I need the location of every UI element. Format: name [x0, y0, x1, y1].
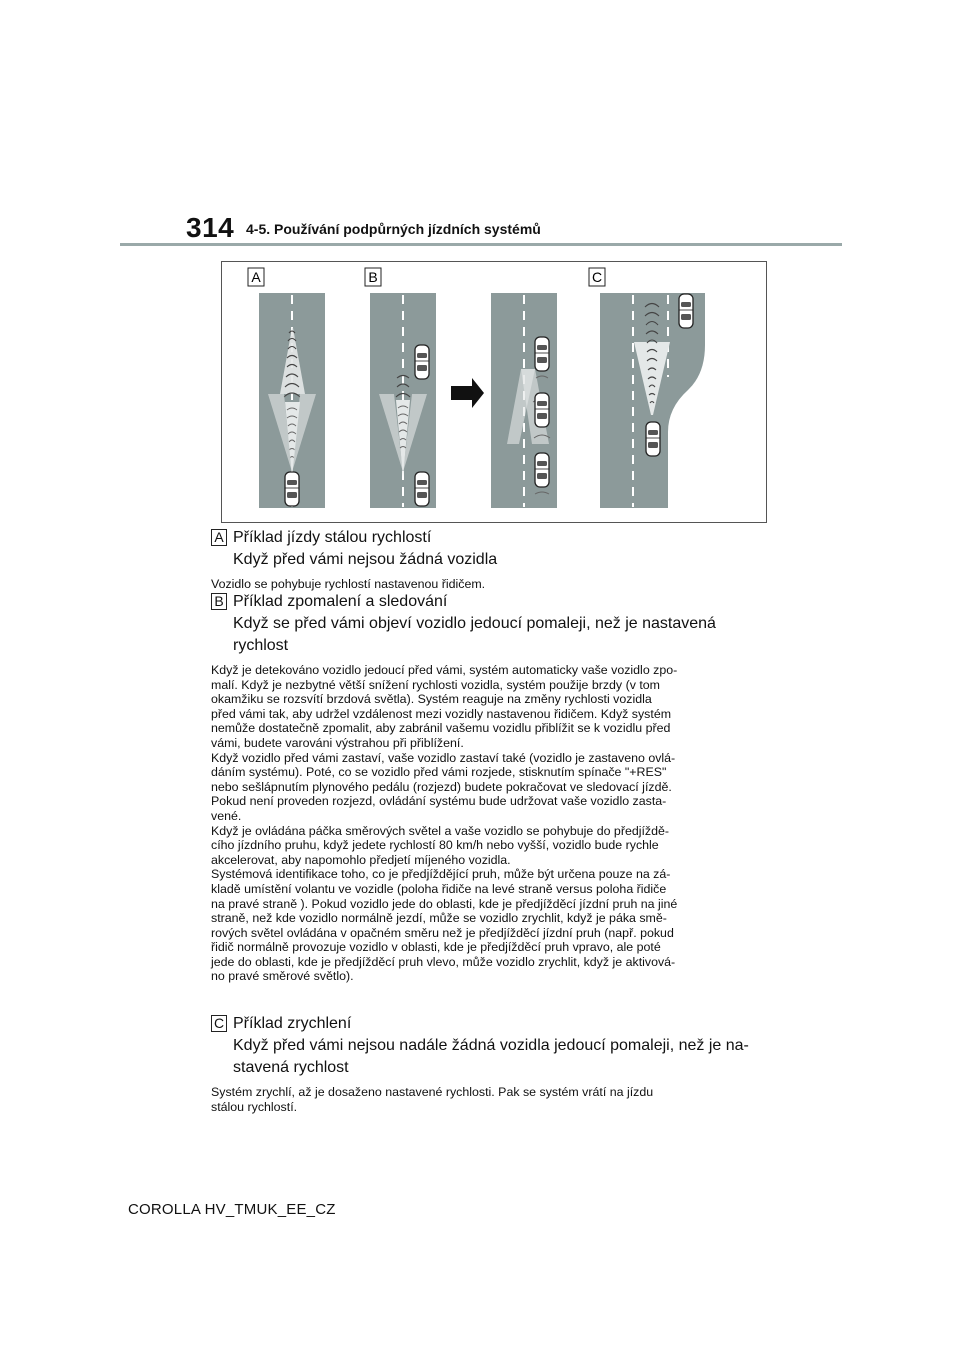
- body-line: nemůže dostatečně zpomalit, aby zabránil vašemu vozidlu přiblížit se k vozidlu před: [211, 721, 671, 736]
- section-c: [211, 1013, 756, 1114]
- figure-label-c: [589, 268, 605, 286]
- section-c-heading: [233, 1013, 756, 1079]
- acc-diagram-figure: [221, 261, 767, 523]
- body-line: dáním systému). Poté, co se vozidlo před vámi rozjede, stisknutím spínače "+RES": [211, 765, 667, 780]
- sequence-arrow-icon: [451, 378, 484, 408]
- body-line: jede do oblasti, kde je předjížděcí pruh vlevo, může vozidlo zrychlit, když je aktivová-: [211, 954, 676, 969]
- body-line: rových světel ovládána v opačném směru než je předjížděcí jízdní pruh (např. pokud: [211, 925, 674, 940]
- page-number: 314: [186, 212, 235, 243]
- section-a-heading: [233, 527, 756, 571]
- svg-text:A: A: [251, 269, 261, 285]
- svg-text:B: B: [368, 269, 378, 285]
- section-letter-a: A: [211, 529, 227, 546]
- section-a-body: [211, 577, 756, 592]
- heading-line: Příklad zpomalení a sledování: [233, 593, 448, 610]
- road-panel-a: [259, 293, 325, 508]
- body-line: vámi, budete varováni výstrahou při přiblížení.: [211, 735, 464, 750]
- heading-line: Když před vámi nejsou nadále žádná vozidla jedoucí pomaleji, než je na-: [233, 1037, 749, 1054]
- header-rule: [120, 243, 842, 246]
- body-line: akcelerovat, aby napomohlo předjetí míjeného vozidla.: [211, 852, 511, 867]
- section-b: [211, 591, 756, 984]
- acc-diagram: [222, 262, 768, 524]
- footer-model-code: COROLLA HV_TMUK_EE_CZ: [128, 1201, 336, 1218]
- body-line: Pokud není proveden rozjezd, ovládání systému bude udržovat vaše vozidlo zasta-: [211, 794, 667, 809]
- body-line: před vámi tak, aby udržel vzdálenost mezi vozidly nastavenou řidičem. Když systém: [211, 706, 672, 721]
- heading-line: rychlost: [233, 637, 289, 654]
- body-line: Když vozidlo před vámi zastaví, vaše vozidlo zastaví také (vozidlo je zastaveno ovlá-: [211, 750, 676, 765]
- body-line: Systém zrychlí, až je dosaženo nastavené rychlosti. Pak se systém vrátí na jízdu: [211, 1085, 654, 1099]
- road-panel-b: [370, 293, 436, 508]
- heading-line: Když před vámi nejsou žádná vozidla: [233, 551, 498, 568]
- body-line: řidič normálně provozuje vozidlo v oblasti, kde je předjížděcí pruh vpravo, ale poté: [211, 940, 661, 955]
- body-line: malí. Když je nezbytné větší snížení rychlosti vozidla, systém použije brzdy (v tom: [211, 677, 660, 692]
- section-c-body: [211, 1085, 756, 1114]
- section-a: [211, 527, 756, 592]
- section-title: 4-5. Používání podpůrných jízdních systémů: [246, 221, 541, 237]
- figure-label-b: [365, 268, 381, 286]
- body-line: Když je ovládána páčka směrových světel a vaše vozidlo se pohybuje do předjíždě-: [211, 823, 670, 838]
- road-panel-c: [600, 293, 705, 508]
- body-line: cího jízdního pruhu, když jedete rychlostí 80 km/h nebo vyšší, vozidlo bude rychle: [211, 838, 659, 853]
- heading-line: Když se před vámi objeví vozidlo jedoucí pomaleji, než je nastavená: [233, 615, 716, 632]
- svg-text:C: C: [591, 269, 603, 285]
- heading-line: stavená rychlost: [233, 1059, 349, 1076]
- road-panel-b-following: [491, 293, 557, 508]
- heading-line: Příklad zrychlení: [233, 1015, 352, 1032]
- body-line: kladě umístění volantu ve vozidle (poloha řidiče na levé straně versus poloha řidiče: [211, 881, 667, 896]
- body-line: okamžiku se rozsvítí brzdová světla). Systém reaguje na změny rychlosti vozidla: [211, 692, 652, 707]
- section-b-body: [211, 663, 756, 984]
- body-line: Vozidlo se pohybuje rychlostí nastavenou řidičem.: [211, 577, 486, 591]
- body-line: straně, než kde vozidlo normálně jezdí, může se vozidlo zrychlit, když je páka smě-: [211, 911, 667, 926]
- body-line: vené.: [211, 808, 242, 823]
- section-letter-c: C: [211, 1015, 227, 1032]
- heading-line: Příklad jízdy stálou rychlostí: [233, 529, 432, 546]
- body-line: no pravé směrové světlo).: [211, 969, 354, 984]
- body-line: Systémová identifikace toho, co je předjíždějící pruh, může být určena pouze na zá-: [211, 867, 671, 882]
- body-line: Když je detekováno vozidlo jedoucí před vámi, systém automaticky vaše vozidlo zpo-: [211, 663, 678, 677]
- section-b-heading: [233, 591, 756, 657]
- body-line: stálou rychlostí.: [211, 1099, 298, 1114]
- section-letter-b: B: [211, 593, 227, 610]
- body-line: nebo sešlápnutím plynového pedálu (rozjezd) budete pokračovat ve sledovací jízdě.: [211, 779, 672, 794]
- figure-label-a: [248, 268, 264, 286]
- body-line: na pravé straně ). Pokud vozidlo jede do oblasti, kde je předjížděcí jízdní pruh na jiné: [211, 896, 678, 911]
